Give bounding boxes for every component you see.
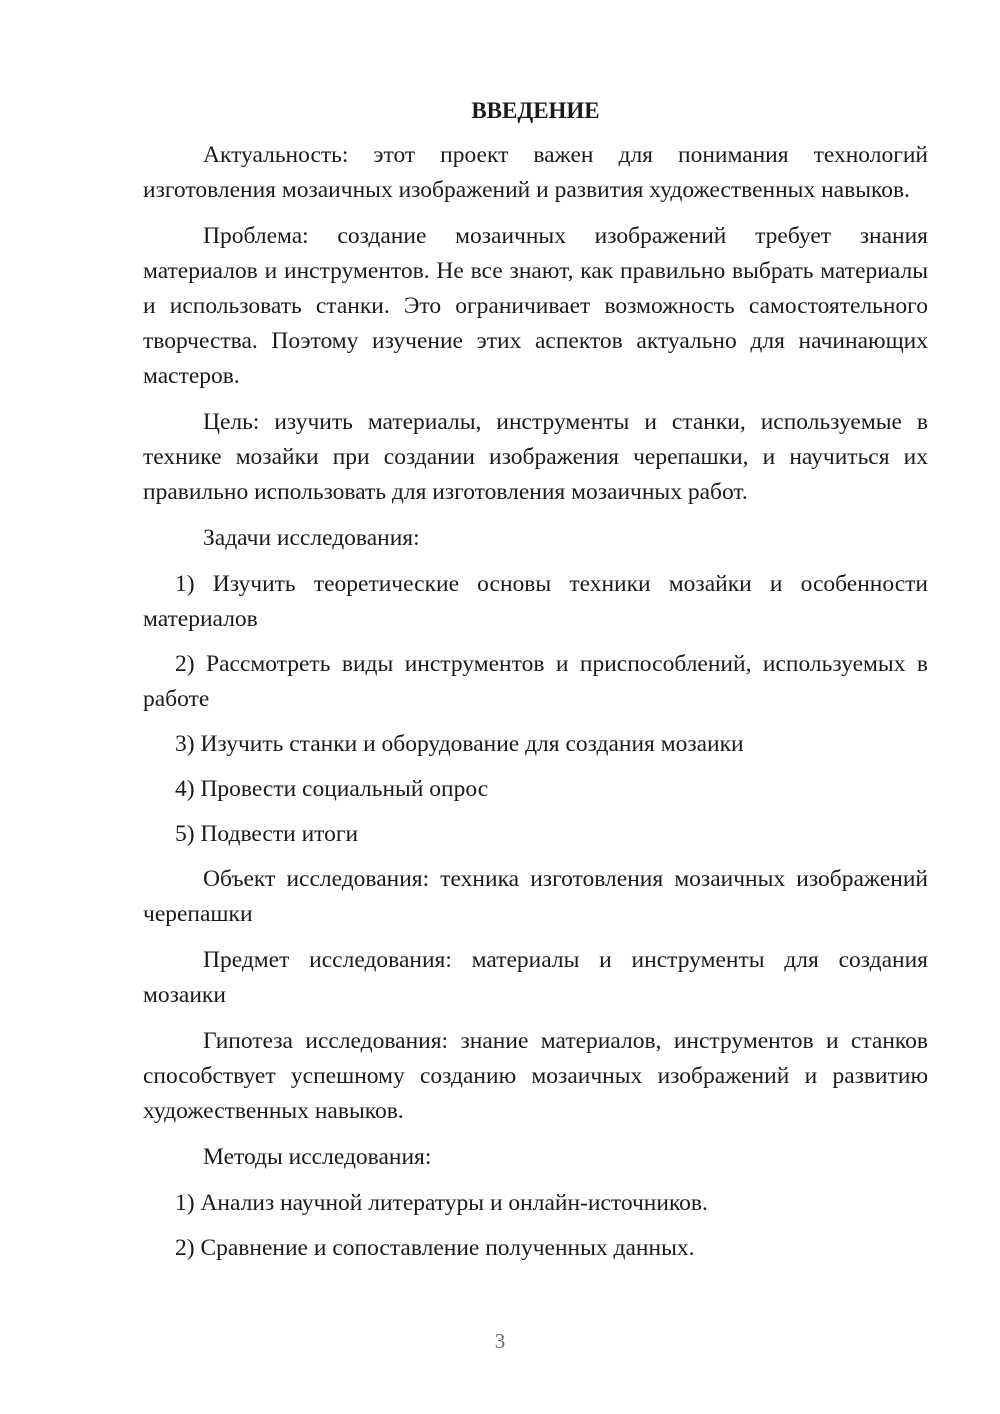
object-paragraph: Объект исследования: техника изготовления мозаичных изображений черепашки <box>143 866 928 927</box>
problem-paragraph: Проблема: создание мозаичных изображений требует знания материалов и инструментов. Не все знают, как правильно выбрать материалы и использовать станки. Это ограничивает возможность самостоятельного творчества. Поэтому изучение этих аспектов актуально для начинающих мастеров. <box>143 223 928 389</box>
method-item: 2) Сравнение и сопоставление полученных данных. <box>175 1235 695 1261</box>
page-number: 3 <box>494 1329 506 1353</box>
task-item: 5) Подвести итоги <box>175 821 359 847</box>
tasks-title: Задачи исследования: <box>203 525 420 551</box>
section-heading: ВВЕДЕНИЕ <box>471 98 600 123</box>
method-item: 1) Анализ научной литературы и онлайн-источников. <box>175 1190 708 1216</box>
subject-paragraph: Предмет исследования: материалы и инструменты для создания мозаики <box>143 947 928 1008</box>
task-item: 4) Провести социальный опрос <box>175 776 489 802</box>
page-content <box>143 93 928 1276</box>
methods-title: Методы исследования: <box>203 1144 432 1170</box>
goal-paragraph: Цель: изучить материалы, инструменты и станки, используемые в технике мозайки при создании изображения черепашки, и научиться их правильно использовать для изготовления мозаичных работ. <box>143 409 928 505</box>
task-item: 3) Изучить станки и оборудование для создания мозаики <box>175 731 744 757</box>
relevance-paragraph: Актуальность: этот проект важен для понимания технологий изготовления мозаичных изображений и развития художественных навыков. <box>143 142 928 203</box>
hypothesis-paragraph: Гипотеза исследования: знание материалов, инструментов и станков способствует успешному созданию мозаичных изображений и развитию художественных навыков. <box>143 1028 928 1124</box>
task-item: 2) Рассмотреть виды инструментов и приспособлений, используемых в работе <box>143 651 928 712</box>
task-item: 1) Изучить теоретические основы техники мозайки и особенности материалов <box>143 571 928 632</box>
